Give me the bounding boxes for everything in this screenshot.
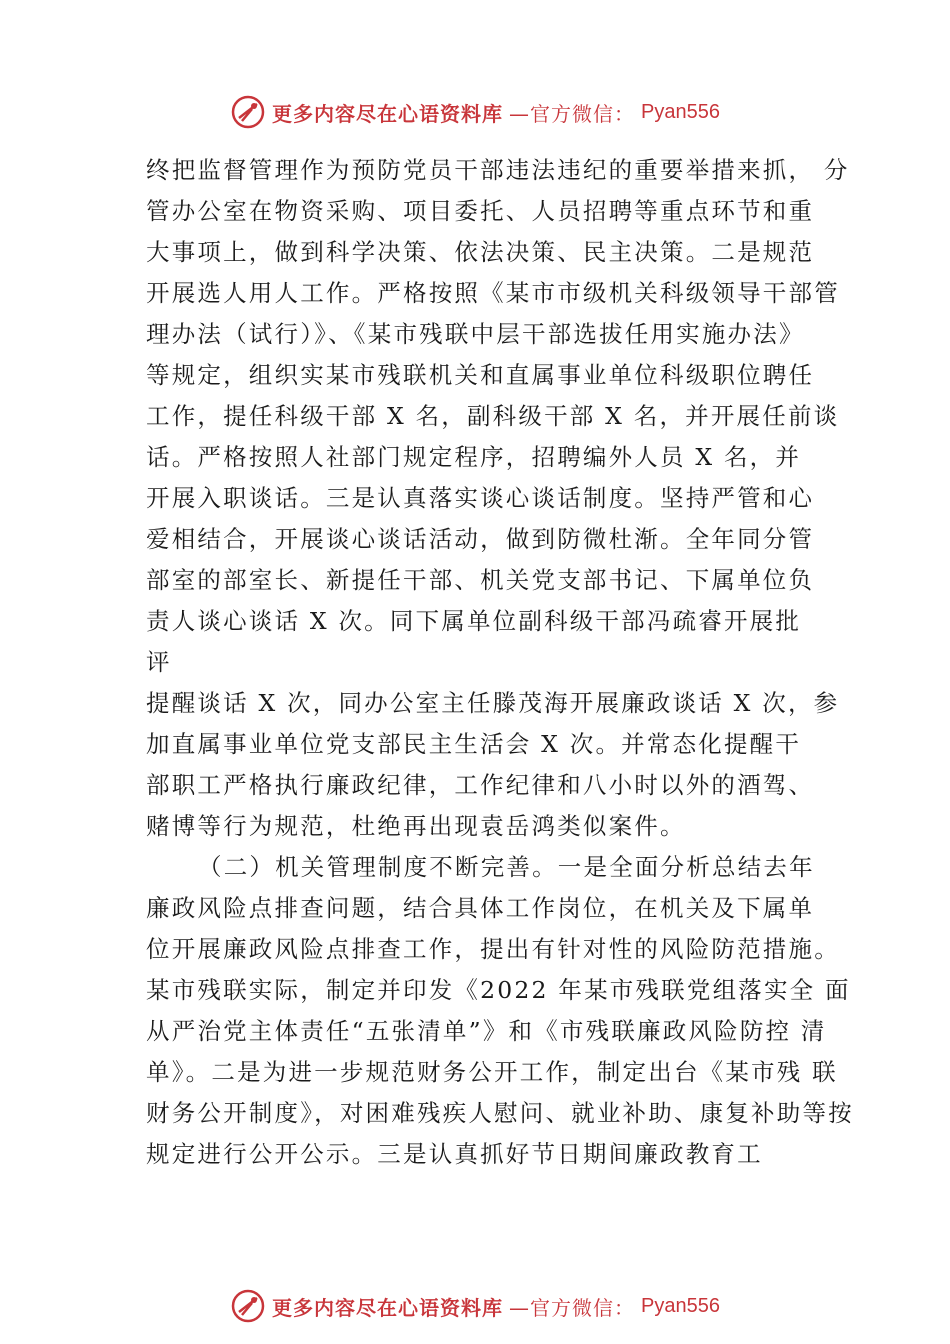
text-line: 工作，提任科级干部 X 名，副科级干部 X 名，并开展任前谈: [146, 402, 840, 430]
text-line: 开展选人用人工作。严格按照《某市市级机关科级领导干部管: [146, 279, 840, 307]
text-line: 赌博等行为规范，杜绝再出现袁岳鸿类似案件。: [146, 812, 686, 840]
text-line: 财务公开制度》，对困难残疾人慰问、就业补助、康复补助等按: [146, 1099, 854, 1127]
banner-title: 更多内容尽在心语资料库: [272, 101, 504, 126]
text-line: 终把监督管理作为预防党员干部违法违纪的重要举措来抓， 分: [146, 156, 850, 184]
text-line: 加直属事业单位党支部民主生活会 X 次。并常态化提醒干: [146, 730, 802, 758]
text-line-indented: （二）机关管理制度不断完善。一是全面分析总结去年: [198, 853, 815, 881]
text-line: 责人谈心谈话 X 次。同下属单位副科级干部冯疏睿开展批: [146, 607, 802, 635]
text-line: 位开展廉政风险点排查工作，提出有针对性的风险防范措施。: [146, 935, 840, 963]
text-line: 提醒谈话 X 次，同办公室主任滕茂海开展廉政谈话 X 次，参: [146, 689, 840, 717]
banner-wechat-id: Pyan556: [641, 1294, 720, 1317]
footer-banner: [0, 1286, 950, 1326]
text-line: 评: [146, 648, 172, 676]
text-line: 大事项上，做到科学决策、依法决策、民主决策。二是规范: [146, 238, 815, 266]
banner-separator: —官方微信：: [509, 1295, 636, 1320]
text-line: 某市残联实际，制定并印发《2022 年某市残联党组落实全 面: [146, 976, 851, 1004]
text-line: 话。严格按照人社部门规定程序，招聘编外人员 X 名，并: [146, 443, 802, 471]
text-line: 部室的部室长、新提任干部、机关党支部书记、下属单位负: [146, 566, 815, 594]
document-body: [146, 150, 854, 1175]
banner-title: 更多内容尽在心语资料库: [272, 1295, 504, 1320]
text-line: 爱相结合，开展谈心谈话活动，做到防微杜渐。全年同分管: [146, 525, 815, 553]
header-banner: [0, 92, 950, 132]
banner-separator: —官方微信：: [509, 101, 636, 126]
text-line: 开展入职谈话。三是认真落实谈心谈话制度。坚持严管和心: [146, 484, 815, 512]
logo-icon: [230, 94, 266, 130]
banner-wechat-id: Pyan556: [641, 100, 720, 123]
text-line: 等规定，组织实某市残联机关和直属事业单位科级职位聘任: [146, 361, 815, 389]
text-line: 廉政风险点排查问题，结合具体工作岗位，在机关及下属单: [146, 894, 815, 922]
logo-icon: [230, 1288, 266, 1324]
text-line: 理办法（试行）》、《某市残联中层干部选拔任用实施办法》: [146, 320, 805, 348]
text-line: 单》。二是为进一步规范财务公开工作，制定出台《某市残 联: [146, 1058, 838, 1086]
text-line: 管办公室在物资采购、项目委托、人员招聘等重点环节和重: [146, 197, 815, 225]
text-line: 从严治党主体责任“五张清单”》和《市残联廉政风险防控 清: [146, 1017, 827, 1045]
text-line: 部职工严格执行廉政纪律，工作纪律和八小时以外的酒驾、: [146, 771, 815, 799]
text-line: 规定进行公开公示。三是认真抓好节日期间廉政教育工: [146, 1140, 763, 1168]
